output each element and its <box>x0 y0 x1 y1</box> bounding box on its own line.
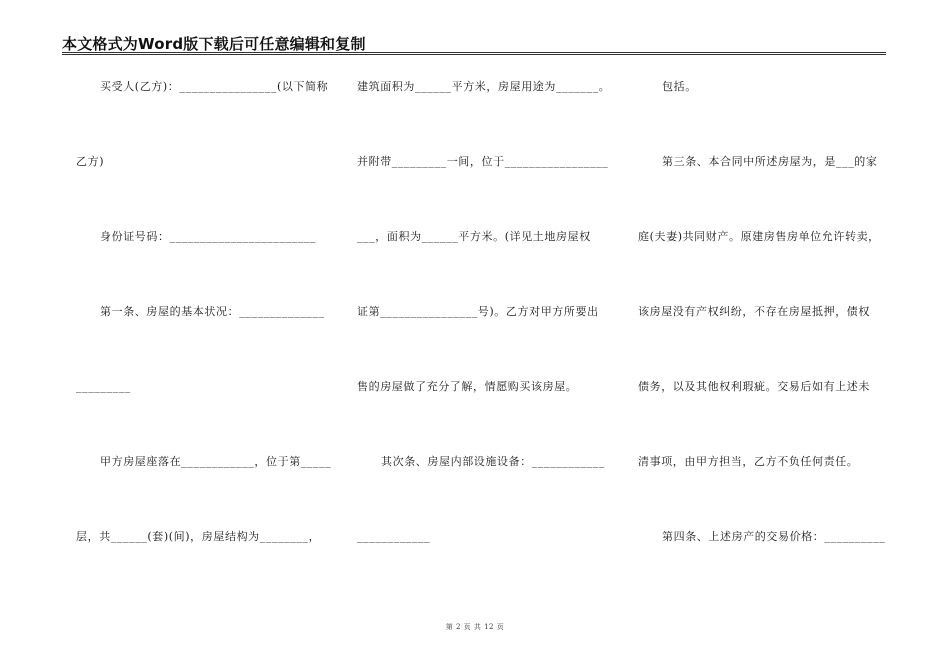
text-line: 乙方) <box>76 155 105 168</box>
text-line: 该房屋没有产权纠纷，不存在房屋抵押，债权 <box>638 305 870 318</box>
document-header-title: 本文格式为Word版下载后可任意编辑和复制 <box>62 35 366 53</box>
text-line: 证第________________号)。乙方对甲方所要出 <box>357 305 599 318</box>
text-line: ___，面积为______平方米。(详见土地房屋权 <box>357 230 591 243</box>
text-line: 第四条、上述房产的交易价格：__________ <box>662 530 886 543</box>
text-line: 并附带_________一间，位于_________________ <box>357 155 609 168</box>
text-line: 买受人(乙方)：________________(以下简称 <box>100 80 329 93</box>
text-line: ____________ <box>357 530 431 543</box>
text-line: 建筑面积为______平方米，房屋用途为_______。 <box>357 80 611 93</box>
text-line: 庭(夫妻)共同财产。原建房售房单位允许转卖， <box>638 230 880 243</box>
text-line: 债务，以及其他权利瑕疵。交易后如有上述未 <box>638 380 870 393</box>
text-column-1 <box>76 0 332 672</box>
text-line: _________ <box>76 380 131 393</box>
text-column-2 <box>357 0 611 672</box>
text-line: 清事项，由甲方担当，乙方不负任何责任。 <box>638 455 859 468</box>
text-line: 第三条、本合同中所述房屋为，是___的家 <box>662 155 878 168</box>
text-line: 层，共______(套)(间)，房屋结构为________， <box>76 530 321 543</box>
text-line: 第一条、房屋的基本状况：______________ <box>100 305 325 318</box>
text-line: 售的房屋做了充分了解，情愿购买该房屋。 <box>357 380 578 393</box>
text-line: 甲方房屋座落在____________，位于第_____ <box>100 455 332 468</box>
text-line: 身份证号码：________________________ <box>100 230 316 243</box>
text-line: 其次条、房屋内部设施设备：____________ <box>381 455 605 468</box>
text-column-3 <box>638 0 888 672</box>
text-line: 包括。 <box>662 80 697 93</box>
page-number-footer: 第 2 页 共 12 页 <box>445 623 505 631</box>
